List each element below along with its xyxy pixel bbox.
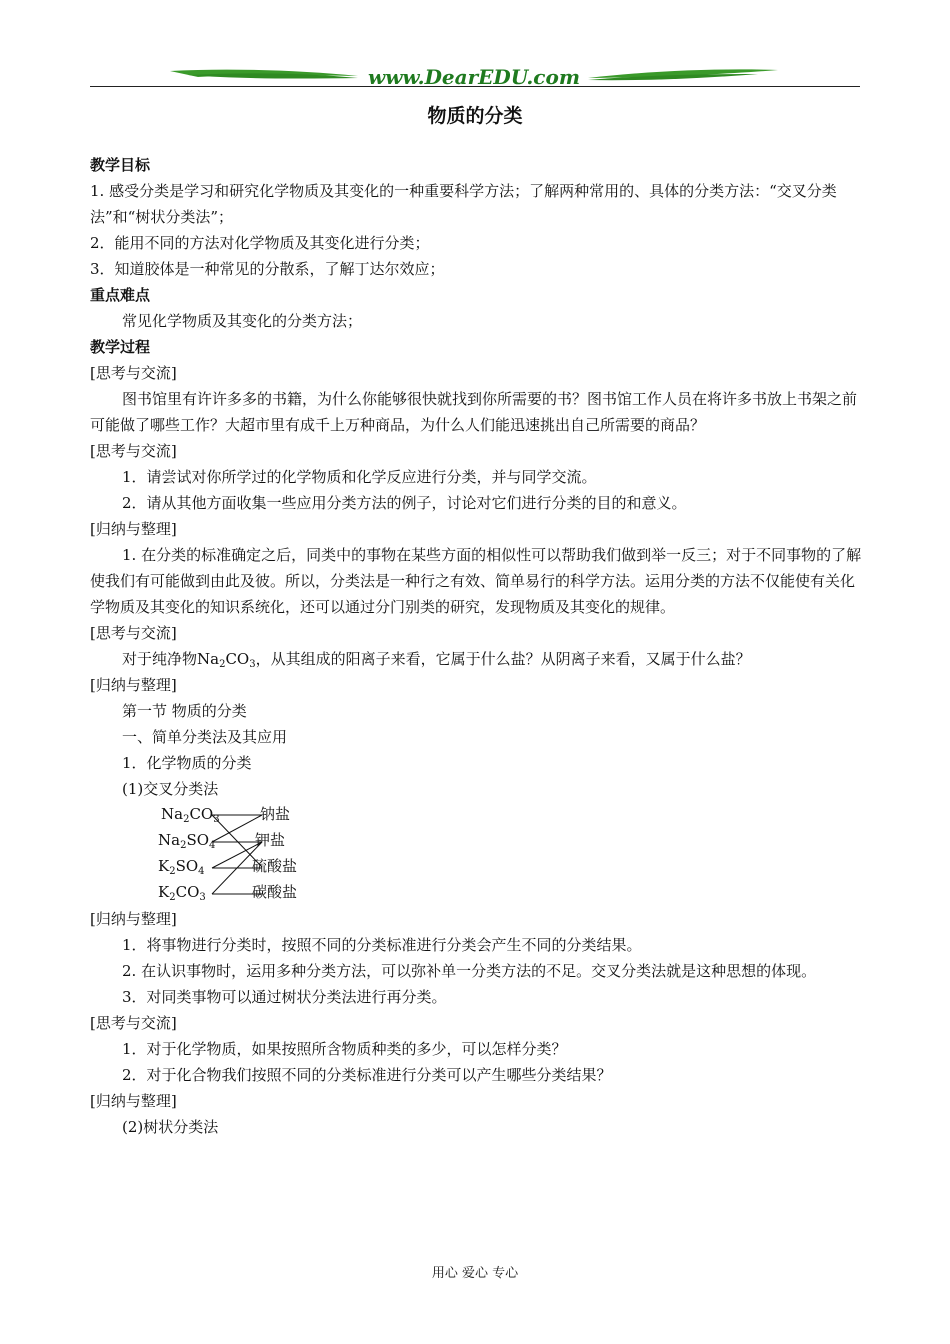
page-title: 物质的分类 [427,105,523,127]
think4-item-1: 1．对于化学物质，如果按照所含物质种类的多少，可以怎样分类？ [122,1040,567,1058]
goal-3: 3．知道胶体是一种常见的分散系，了解丁达尔效应； [90,260,445,278]
goal-2: 2．能用不同的方法对化学物质及其变化进行分类； [90,234,430,252]
category-label: 碳酸盐 [252,883,298,901]
subheading-2: 1．化学物质的分类 [122,754,252,772]
summary-text-1: 1. 在分类的标准确定之后，同类中的事物在某些方面的相似性可以帮助我们做到举一反三；对于不同事物的了解使我们有可能做到由此及彼。所以，分类法是一种行之有效、简单易行的科学方法。运用分类的方法不仅能使有关化学物质及其变化的知识系统化，还可以通过分门别类的研究，发现物质及其变化的规律。 [90,546,862,616]
compound-label: $Na_2CO_3$ [161,805,220,825]
think-text-1: 图书馆里有许许多多的书籍，为什么你能够很快就找到你所需要的书？图书馆工作人员在将许多书放上书架之前可能做了哪些工作？大超市里有成千上万种商品，为什么人们能迅速挑出自己所需要的商品？ [90,390,858,434]
summary-tag-1: [归纳与整理] [90,520,177,538]
category-label: 钾盐 [255,831,286,849]
site-logo [168,62,780,92]
page-footer: 用心 爱心 专心 [431,1266,519,1281]
summary3-item-3: 3．对同类事物可以通过树状分类法进行再分类。 [122,988,447,1006]
summary3-item-1: 1．将事物进行分类时，按照不同的分类标准进行分类会产生不同的分类结果。 [122,936,642,954]
compound-label: $K_2SO_4$ [158,857,205,877]
goal-1: 1. 感受分类是学习和研究化学物质及其变化的一种重要科学方法；了解两种常用的、具体的分类方法：“交叉分类法”和“树状分类法”； [90,182,837,226]
tree-heading: (2)树状分类法 [122,1118,219,1136]
goals-heading: 教学目标 [90,156,151,174]
summary-tag-3: [归纳与整理] [90,910,177,928]
category-label: 钠盐 [260,805,291,823]
think2-item-2: 2．请从其他方面收集一些应用分类方法的例子，讨论对它们进行分类的目的和意义。 [122,494,687,512]
summary3-item-2: 2. 在认识事物时，运用多种分类方法，可以弥补单一分类方法的不足。交叉分类法就是这种思想的体现。 [122,962,817,980]
header-rule [90,86,860,87]
site-logo-text: www.DearEDU.com [367,65,581,89]
document-body [90,152,862,1140]
think2-item-1: 1．请尝试对你所学过的化学物质和化学反应进行分类，并与同学交流。 [122,468,597,486]
summary-tag-4: [归纳与整理] [90,1092,177,1110]
subheading-3: (1)交叉分类法 [122,780,219,798]
process-heading: 教学过程 [90,338,151,356]
compound-label: $Na_2SO_4$ [158,831,216,851]
category-label: 硫酸盐 [252,857,298,875]
subheading-1: 一、简单分类法及其应用 [122,728,288,746]
cross-classification-diagram [90,802,490,906]
think-tag-1: [思考与交流] [90,364,177,382]
think-tag-4: [思考与交流] [90,1014,177,1032]
think4-item-2: 2．对于化合物我们按照不同的分类标准进行分类可以产生哪些分类结果？ [122,1066,612,1084]
summary-tag-2: [归纳与整理] [90,676,177,694]
think-text-3: 对于纯净物$Na_2CO_3$，从其组成的阳离子来看，它属于什么盐？从阴离子来看，又属于什么盐？ [122,650,751,670]
key-heading: 重点难点 [90,286,151,304]
think-tag-3: [思考与交流] [90,624,177,642]
compound-label: $K_2CO_3$ [158,883,206,903]
think-tag-2: [思考与交流] [90,442,177,460]
section-title: 第一节 物质的分类 [122,702,247,720]
key-text: 常见化学物质及其变化的分类方法； [122,312,363,330]
